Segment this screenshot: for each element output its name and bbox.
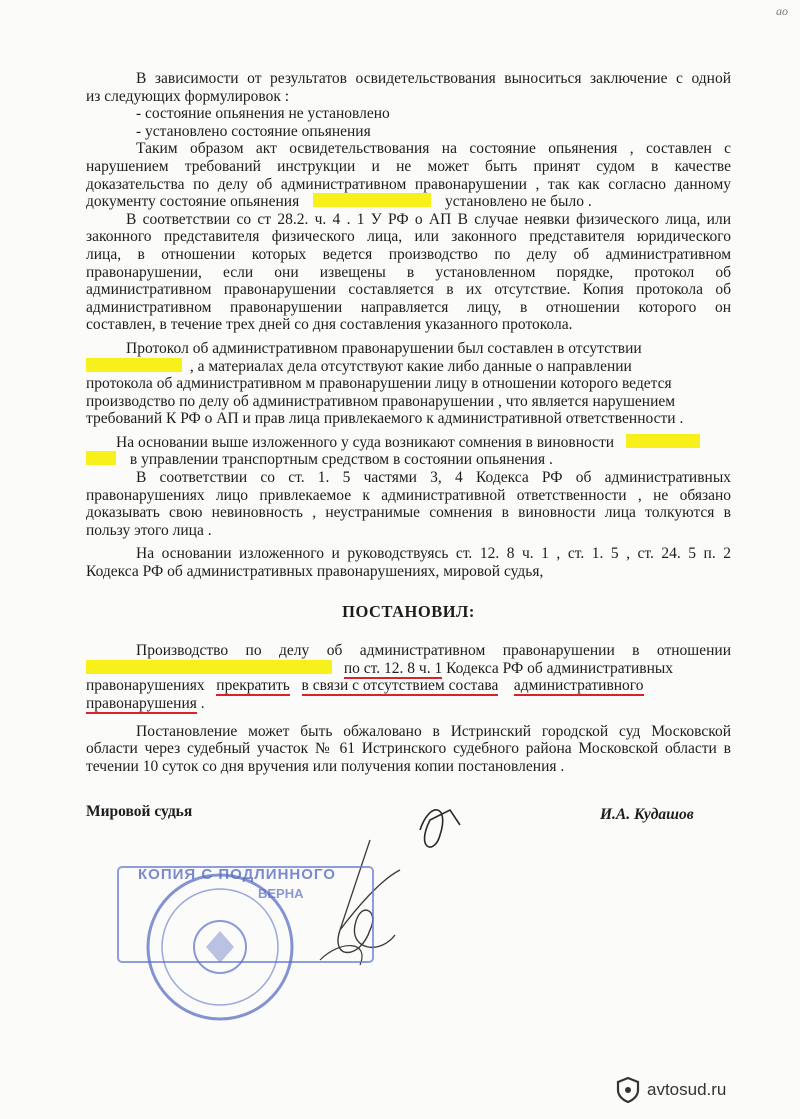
- page-marker: ao: [776, 4, 788, 18]
- text-fragment: по ст. 12. 8 ч. 1: [343, 659, 443, 677]
- paragraph-line: нарушением требований инструкции и не может быть принят судом в качестве: [86, 157, 731, 175]
- paragraph-line: требований К РФ о АП и прав лица привлекаемого к административной ответственности .: [86, 410, 684, 428]
- redaction-highlight: [626, 434, 700, 448]
- paragraph-line: доказывать свою невиновность , неустранимые сомнения в виновности лица толкуются в: [86, 504, 731, 522]
- paragraph-line: Производство по делу об административном правонарушении в отношении: [136, 642, 731, 660]
- paragraph-line: [86, 434, 731, 452]
- paragraph-line: Постановление может быть обжаловано в Истринский городской суд Московской: [136, 722, 731, 740]
- text-fragment: правонарушениях: [86, 677, 205, 695]
- paragraph-line: правонарушении, если они извещены в установленном порядке, протокол об: [86, 263, 731, 281]
- paragraph-line: административном правонарушении составляется в их отсутствие. Копия протокола об: [86, 281, 731, 299]
- paragraph-line: течении 10 суток со дня вручения или получения копии постановления .: [86, 757, 565, 775]
- paragraph-line: законного представителя физического лица, или законного представителя юридического: [86, 228, 731, 246]
- paragraph-line: В соответствии со ст 28.2. ч. 4 . 1 У РФ о АП В случае неявки физического лица, или: [126, 210, 731, 228]
- text-fragment: На основании выше изложенного у суда возникают сомнения в виновности: [116, 433, 615, 451]
- paragraph-line: пользу этого лица .: [86, 521, 212, 539]
- text-fragment: правонарушения: [86, 695, 197, 712]
- paragraph-line: На основании изложенного и руководствуясь ст. 12. 8 ч. 1 , ст. 1. 5 , ст. 24. 5 п. 2: [136, 545, 731, 563]
- redaction-highlight: [86, 451, 116, 465]
- paragraph-line: [86, 695, 731, 713]
- paragraph-line: В соответствии со ст. 1. 5 частями 3, 4 Кодекса РФ об административных: [136, 469, 731, 487]
- stamp-copy-label-2: ВЕРНА: [258, 886, 304, 901]
- paragraph-line: [86, 358, 731, 376]
- shield-icon: [615, 1076, 641, 1104]
- paragraph-line: [86, 660, 731, 678]
- list-item: - установлено состояние опьянения: [136, 122, 371, 140]
- paragraph-line: В зависимости от результатов освидетельствования выноситься заключение с одной: [136, 70, 731, 87]
- site-logo[interactable]: [615, 1075, 726, 1105]
- paragraph-line: [86, 451, 731, 469]
- text-fragment: Кодекса РФ об административных: [446, 659, 674, 677]
- logo-text: avtosud.ru: [647, 1080, 727, 1099]
- judge-name: И.А. Кудашов: [600, 806, 694, 823]
- document-body: [86, 70, 731, 775]
- text-fragment: в управлении транспортным средством в состоянии опьянения .: [129, 451, 553, 469]
- signature-label: Мировой судья: [86, 803, 193, 820]
- paragraph-line: области через судебный участок № 61 Истринского судебного района Московской области в: [86, 740, 731, 758]
- paragraph-line: составлен, в течение трех дней со дня составления указанного протокола.: [86, 316, 573, 334]
- text-fragment: , а материалах дела отсутствуют какие либо данные о направлении: [189, 357, 632, 375]
- paragraph-line: [86, 193, 731, 211]
- paragraph-line: административном правонарушении направляется лицу, в отношении которого он: [86, 298, 731, 316]
- redaction-highlight: [86, 660, 332, 674]
- list-item: - состояние опьянения не установлено: [136, 105, 390, 123]
- redaction-highlight: [313, 193, 431, 207]
- paragraph-line: из следующих формулировок :: [86, 87, 290, 105]
- text-fragment: установлено не было .: [444, 193, 592, 211]
- stamp-copy-label: КОПИЯ С ПОДЛИННОГО: [138, 866, 336, 883]
- paragraph-line: лица, в отношении которых ведется производство по делу об административном: [86, 245, 731, 263]
- text-fragment: документу состояние опьянения: [86, 193, 300, 211]
- text-fragment: в связи с отсутствием состава: [301, 677, 499, 695]
- redaction-highlight: [86, 358, 182, 372]
- paragraph-line: Таким образом акт освидетельствования на состояние опьянения , составлен с: [136, 140, 731, 158]
- paragraph-line: [86, 677, 731, 695]
- paragraph-line: Кодекса РФ об административных правонарушениях, мировой судья,: [86, 563, 544, 581]
- paragraph-line: производство по делу об административном правонарушении , что является нарушением: [86, 392, 676, 410]
- paragraph-line: правонарушениях лицо привлекаемое к административной ответственности , не обязано: [86, 486, 731, 504]
- resolution-title: ПОСТАНОВИЛ:: [342, 601, 475, 621]
- text-fragment: .: [200, 695, 205, 712]
- paragraph-line: Протокол об административном правонарушении был составлен в отсутствии: [126, 339, 642, 357]
- text-fragment: прекратить: [216, 677, 290, 695]
- text-fragment: административного: [513, 677, 644, 695]
- paragraph-line: доказательства по делу об административном правонарушении , так как согласно данному: [86, 175, 731, 193]
- paragraph-line: протокола об административном м правонарушении лицу в отношении которого ведется: [86, 375, 672, 393]
